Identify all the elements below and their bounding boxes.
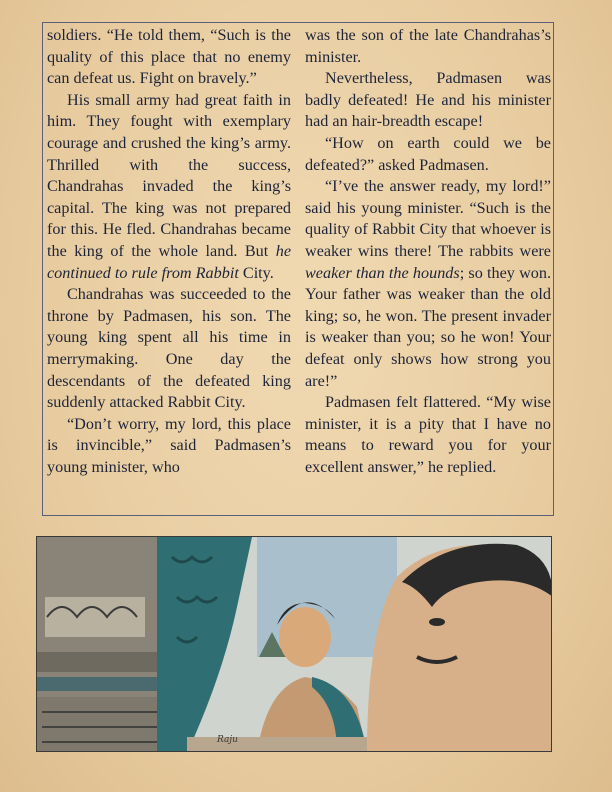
right-paragraph-4-italic: weaker than the hounds [305, 263, 460, 282]
right-paragraph-5: Padmasen felt flattered. “My wise minister, it is a pity that I have no means to reward you for your excellent answer,” he replied. [305, 393, 551, 476]
right-paragraph-4-end: ; so they won. Your father was weaker than the old king; so, he won. The present invader is weaker than you; so he won! Your defeat only shows how strong you are!” [305, 263, 551, 390]
minister-figure [279, 607, 331, 667]
left-paragraph-2-text: His small army had great faith in him. They fought with exemplary courage and crushed the king’s army. Thrilled with the success, Chandrahas invaded the king’s capital. The king was not prepared for this. He fled. Chandrahas became the king of the whole land. But [47, 90, 291, 260]
left-paragraph-4: “Don’t worry, my lord, this place is invincible,” said Padmasen’s young minister, who [47, 414, 291, 476]
left-paragraph-2 [47, 90, 291, 284]
court-scene-illustration [36, 536, 552, 752]
right-paragraph-1: was the son of the late Chandrahas’s minister. [305, 26, 551, 66]
right-paragraph-2: Nevertheless, Padmasen was badly defeated! He and his minister had an hair-breadth escape! [305, 69, 551, 131]
left-paragraph-3: Chandrahas was succeeded to the throne by Padmasen, his son. The young king spent all his time in merrymaking. One day the descendants of the defeated king suddenly attacked Rabbit City. [47, 285, 291, 412]
illustration-svg [37, 537, 552, 752]
artist-signature: Raju [217, 735, 238, 745]
right-paragraph-3: “How on earth could we be defeated?” asked Padmasen. [305, 133, 551, 174]
left-paragraph-1: soldiers. “He told them, “Such is the quality of this place that no enemy can defeat us. Fight on bravely.” [47, 26, 291, 88]
right-paragraph-4 [305, 176, 551, 392]
story-text-frame [42, 22, 554, 516]
right-column [305, 25, 551, 478]
left-column [47, 25, 291, 478]
left-paragraph-2-italic: he continued to rule from Rabbit [47, 241, 291, 282]
left-paragraph-2-end: City. [242, 263, 274, 282]
right-paragraph-4-text: “I’ve the answer ready, my lord!” said his young minister. “Such is the quality of Rabbit City that whoever is weaker wins there! The rabbits were [305, 177, 551, 260]
